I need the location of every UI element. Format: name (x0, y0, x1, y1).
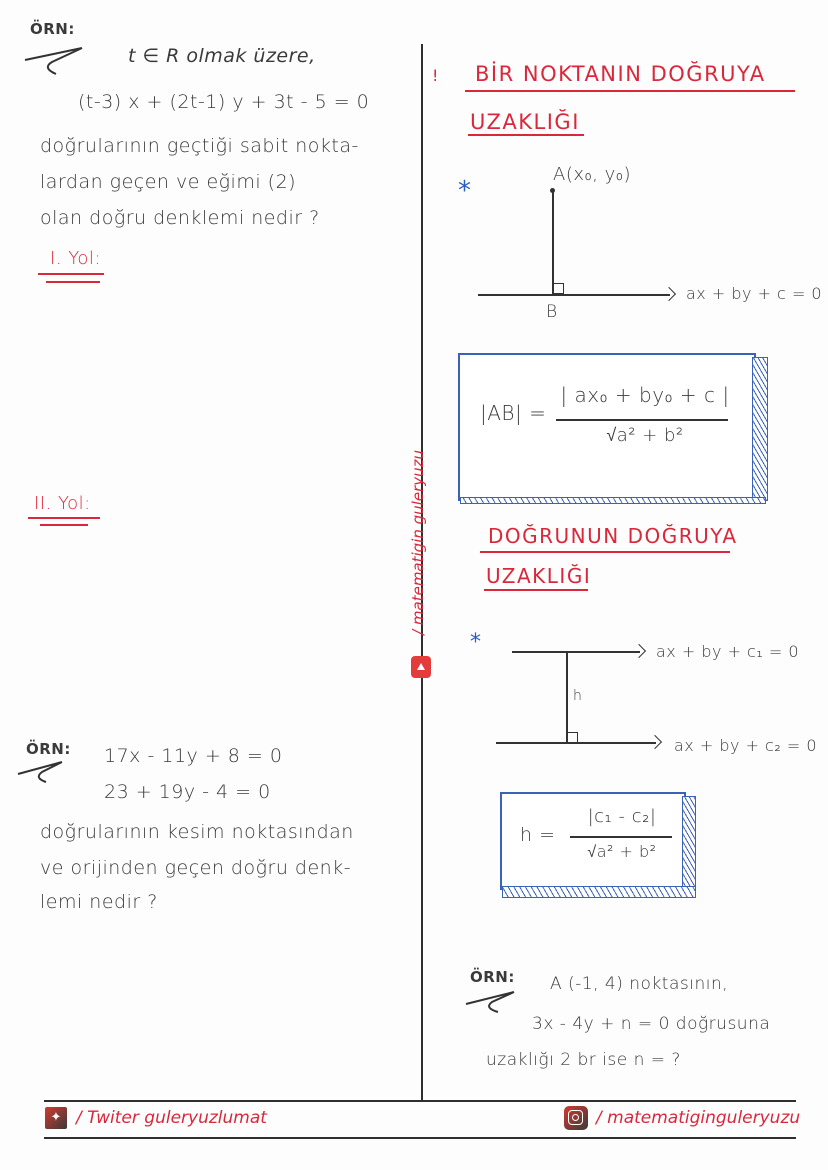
section-title-underline (480, 551, 730, 553)
question-line-2: 3x - 4y + n = 0 doğrusuna (532, 1014, 771, 1034)
distance-segment (566, 651, 568, 742)
method-2-underline (28, 517, 100, 519)
fraction-bar (570, 836, 672, 838)
box-shadow-right (752, 357, 768, 501)
formula-denominator: √a² + b² (587, 842, 657, 861)
exclamation-mark: ! (432, 66, 439, 85)
vertical-brand (399, 450, 445, 690)
question-line-3: uzaklığı 2 br ise n = ? (486, 1050, 681, 1070)
condition-text: t ∈ R olmak üzere, (128, 45, 316, 67)
box-shadow-bottom (460, 497, 766, 504)
question-line-2: ve orijinden geçen doğru denk- (40, 857, 352, 879)
section-title-line-2: UZAKLIĞI (486, 564, 592, 588)
bullet-asterisk-icon: * (470, 630, 481, 655)
method-2-underline-2 (40, 524, 88, 526)
arrow-head-icon (648, 735, 662, 749)
youtube-handle-text: / matematigin guleryuzu (409, 450, 427, 635)
line-1 (512, 651, 640, 653)
example-label: ÖRN: (30, 20, 75, 38)
formula-box (458, 353, 756, 501)
foot-b-label: B (546, 302, 558, 322)
section-title-line-1: DOĞRUNUN DOĞRUYA (488, 524, 738, 548)
section-title-underline (465, 90, 795, 92)
box-shadow-bottom (502, 886, 696, 898)
example-arrow-icon (16, 756, 76, 786)
method-1-underline (38, 273, 104, 275)
instagram-icon (564, 1106, 588, 1130)
formula-denominator: √a² + b² (606, 425, 684, 446)
box-shadow-right (682, 796, 696, 890)
arrow-head-icon (632, 644, 646, 658)
formula-numerator: |c₁ - c₂| (587, 806, 657, 827)
section-title-line-1: BİR NOKTANIN DOĞRUYA (475, 62, 766, 86)
formula-box (500, 792, 686, 890)
arrow-head-icon (662, 287, 676, 301)
example-label: ÖRN: (26, 740, 71, 758)
line-l (478, 294, 670, 296)
point-a-label: A(x₀, y₀) (553, 164, 632, 185)
example-label: ÖRN: (470, 968, 515, 986)
twitter-icon: ✦ (45, 1107, 67, 1129)
line-1-equation: ax + by + c₁ = 0 (656, 642, 800, 661)
footer-bottom-rule (44, 1137, 796, 1139)
method-2-heading: II. Yol: (34, 493, 91, 514)
method-1-underline-2 (46, 281, 100, 283)
question-line-1: doğrularının geçtiği sabit nokta- (40, 135, 359, 157)
example-arrow-icon (22, 40, 92, 80)
h-label: h (573, 688, 583, 704)
question-line-1: A (-1, 4) noktasının, (550, 974, 729, 994)
right-angle-mark (553, 283, 564, 294)
footer-top-rule (44, 1100, 796, 1102)
perpendicular-segment (552, 190, 554, 294)
fraction-bar (556, 419, 728, 421)
formula-numerator: | ax₀ + by₀ + c | (560, 383, 730, 407)
family-equation: (t-3) x + (2t-1) y + 3t - 5 = 0 (78, 91, 370, 113)
instagram-handle[interactable]: / matematiginguleryuzu (596, 1108, 801, 1128)
formula-lhs: h = (520, 824, 556, 846)
line-equation-label: ax + by + c = 0 (686, 284, 823, 303)
question-line-1: doğrularının kesim noktasından (40, 821, 354, 843)
equation-2: 23 + 19y - 4 = 0 (104, 781, 271, 803)
formula-lhs: |AB| = (480, 401, 547, 425)
section-title-underline-2 (468, 134, 584, 136)
section-title-line-2: UZAKLIĞI (470, 110, 580, 134)
example-arrow-icon (464, 986, 524, 1016)
twitter-handle[interactable]: / Twiter guleryuzlumat (76, 1108, 267, 1128)
bullet-asterisk-icon: * (458, 176, 471, 206)
line-2-equation: ax + by + c₂ = 0 (674, 736, 818, 755)
youtube-icon (411, 656, 431, 678)
method-1-heading: I. Yol: (50, 248, 101, 269)
section-title-underline-2 (484, 589, 588, 591)
question-line-2: lardan geçen ve eğimi (2) (40, 171, 297, 193)
line-2 (496, 742, 656, 744)
equation-1: 17x - 11y + 8 = 0 (104, 745, 283, 767)
question-line-3: lemi nedir ? (40, 891, 158, 913)
question-line-3: olan doğru denklemi nedir ? (40, 207, 320, 229)
